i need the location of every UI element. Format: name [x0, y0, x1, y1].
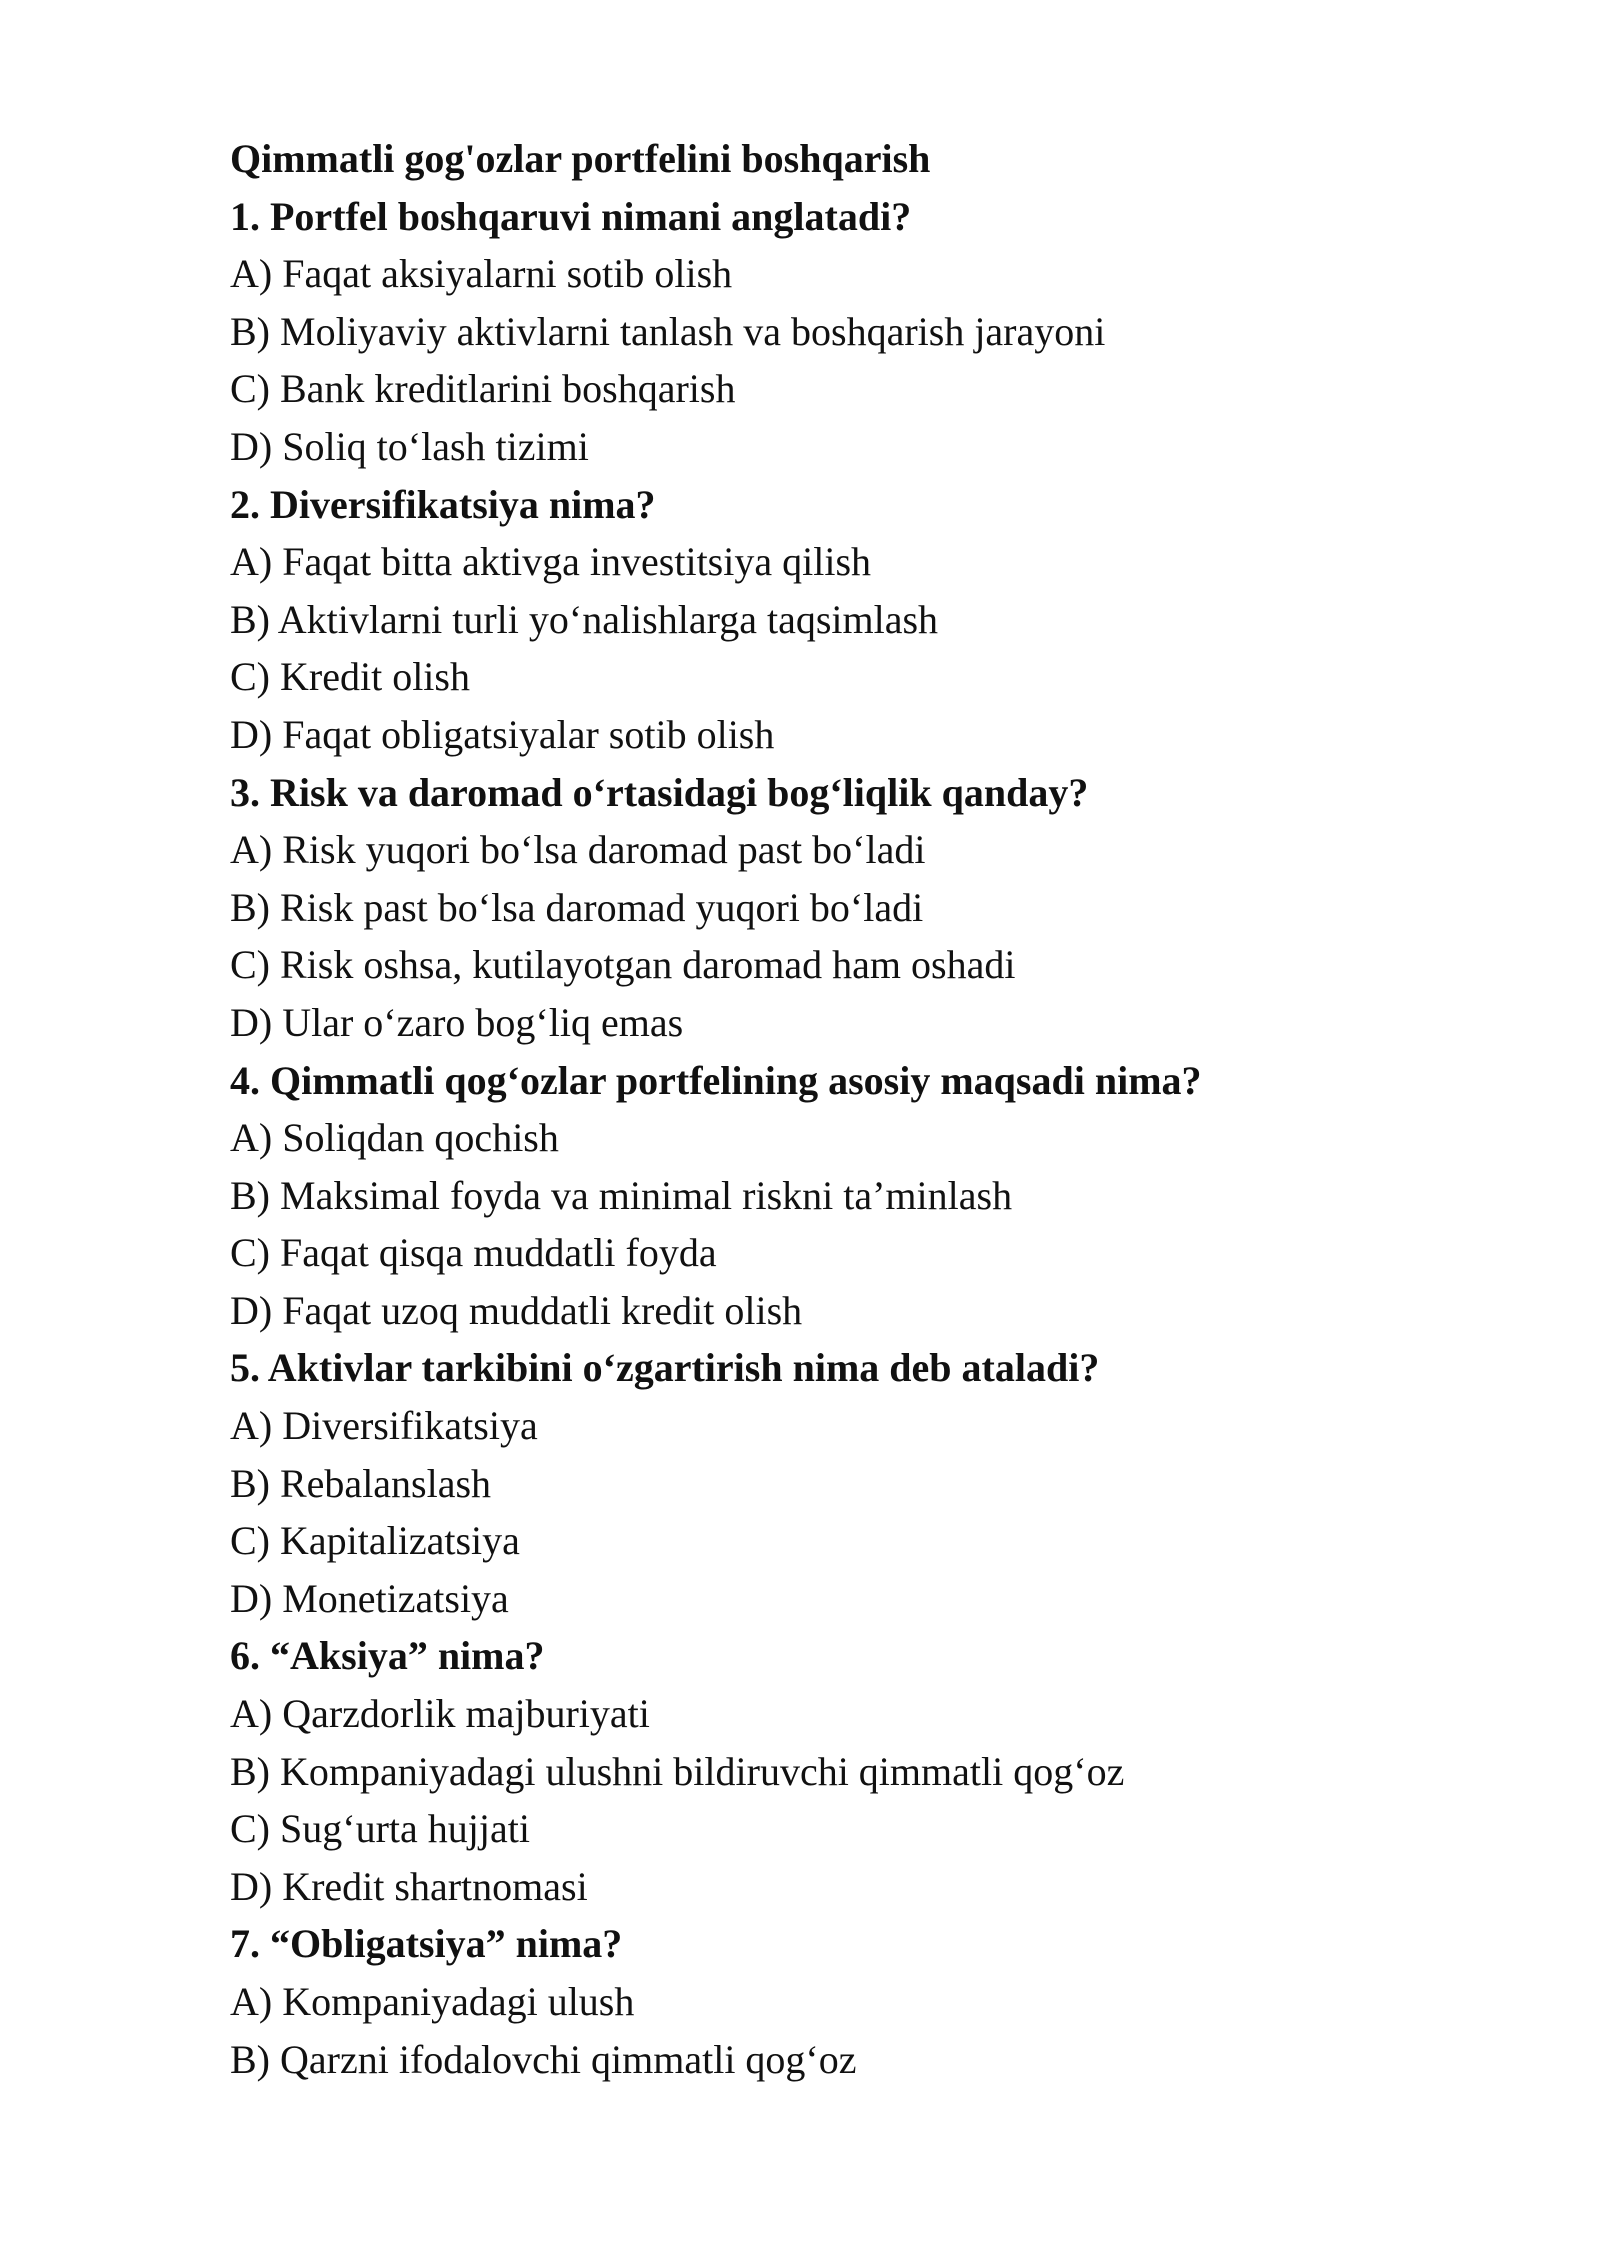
option-6-b: B) Kompaniyadagi ulushni bildiruvchi qimmatli qog‘oz: [230, 1748, 1125, 1794]
option-5-a: A) Diversifikatsiya: [230, 1403, 538, 1449]
option-6-a: A) Qarzdorlik majburiyati: [230, 1691, 650, 1737]
question-6: 6. “Aksiya” nima?: [230, 1633, 545, 1679]
option-1-d: D) Soliq to‘lash tizimi: [230, 423, 589, 469]
option-7-a: A) Kompaniyadagi ulush: [230, 1979, 635, 2024]
option-6-d: D) Kredit shartnomasi: [230, 1863, 588, 1909]
option-4-a: A) Soliqdan qochish: [230, 1115, 559, 1161]
option-2-c: C) Kredit olish: [230, 654, 470, 700]
option-7-b: B) Qarzni ifodalovchi qimmatli qog‘oz: [230, 2036, 857, 2082]
question-7: 7. “Obligatsiya” nima?: [230, 1921, 623, 1967]
option-2-b: B) Aktivlarni turli yo‘nalishlarga taqsimlash: [230, 596, 939, 642]
option-1-a: A) Faqat aksiyalarni sotib olish: [230, 251, 733, 297]
option-3-c: C) Risk oshsa, kutilayotgan daromad ham oshadi: [230, 942, 1016, 988]
document-content: [230, 130, 1530, 2088]
option-6-c: C) Sug‘urta hujjati: [230, 1806, 530, 1852]
option-1-b: B) Moliyaviy aktivlarni tanlash va boshqarish jarayoni: [230, 308, 1106, 354]
document-title: Qimmatli gog'ozlar portfelini boshqarish: [230, 136, 931, 181]
option-4-b: B) Maksimal foyda va minimal riskni ta’minlash: [230, 1172, 1013, 1218]
question-2: 2. Diversifikatsiya nima?: [230, 481, 656, 527]
option-1-c: C) Bank kreditlarini boshqarish: [230, 366, 736, 412]
option-2-d: D) Faqat obligatsiyalar sotib olish: [230, 711, 775, 757]
option-4-c: C) Faqat qisqa muddatli foyda: [230, 1230, 717, 1276]
option-3-a: A) Risk yuqori bo‘lsa daromad past bo‘ladi: [230, 827, 926, 873]
question-3: 3. Risk va daromad o‘rtasidagi bog‘liqlik qanday?: [230, 769, 1089, 815]
option-3-d: D) Ular o‘zaro bog‘liq emas: [230, 999, 684, 1045]
question-4: 4. Qimmatli qog‘ozlar portfelining asosiy maqsadi nima?: [230, 1057, 1202, 1103]
option-5-d: D) Monetizatsiya: [230, 1575, 509, 1621]
question-1: 1. Portfel boshqaruvi nimani anglatadi?: [230, 193, 912, 239]
option-2-a: A) Faqat bitta aktivga investitsiya qilish: [230, 539, 872, 585]
option-3-b: B) Risk past bo‘lsa daromad yuqori bo‘ladi: [230, 884, 924, 930]
option-5-c: C) Kapitalizatsiya: [230, 1518, 520, 1564]
option-4-d: D) Faqat uzoq muddatli kredit olish: [230, 1287, 803, 1333]
question-5: 5. Aktivlar tarkibini o‘zgartirish nima deb ataladi?: [230, 1345, 1100, 1391]
option-5-b: B) Rebalanslash: [230, 1460, 492, 1506]
